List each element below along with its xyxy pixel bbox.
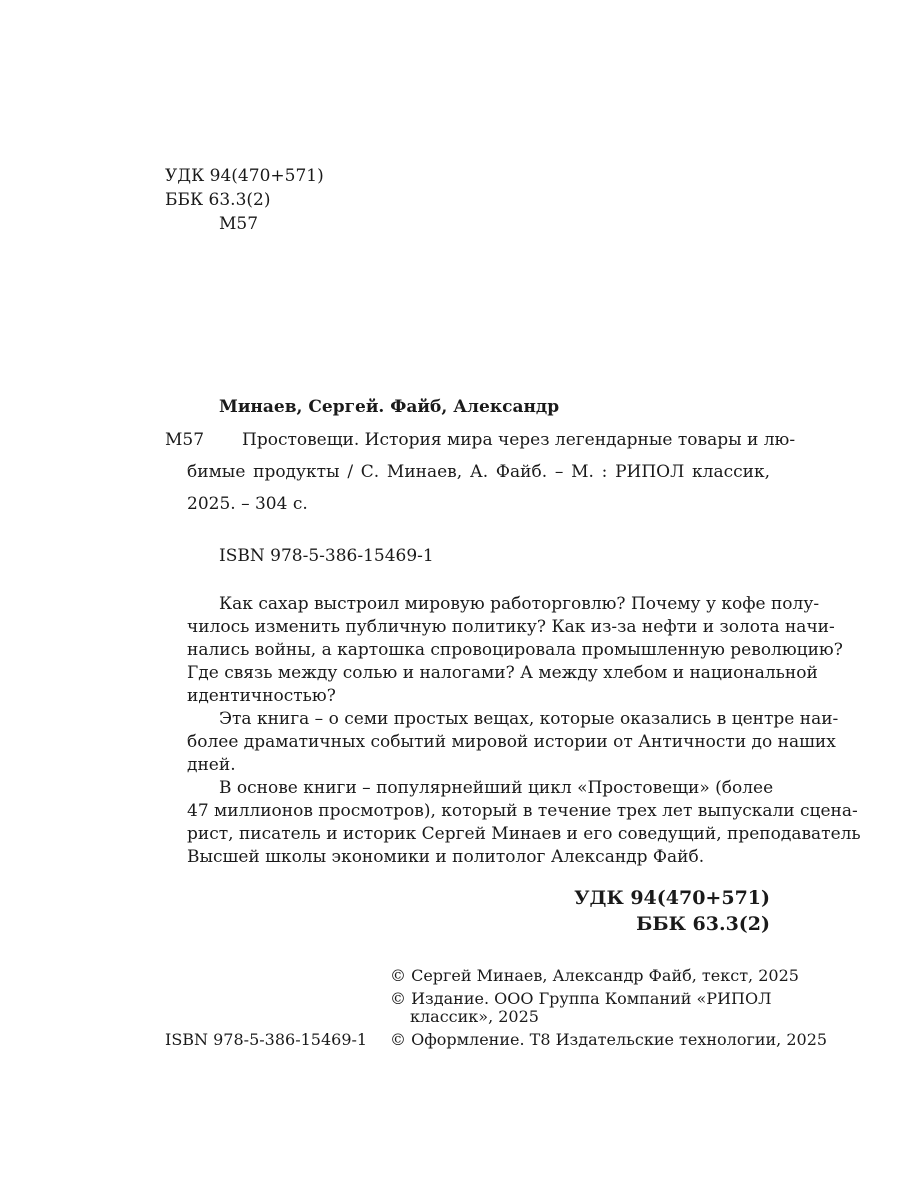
annotation-p2-line-3: дней.: [187, 755, 236, 775]
annotation-p1-line-1: Как сахар выстроил мировую работорговлю? Почему у кофе полу-: [219, 594, 820, 614]
copyright-design: © Оформление. Т8 Издательские технологии, 2025: [390, 1030, 828, 1049]
record-line-1: Простовещи. История мира через легендарные товары и лю-: [242, 430, 796, 450]
record-author: Минаев, Сергей. Файб, Александр: [219, 397, 560, 417]
classification-udk: УДК 94(470+571): [574, 887, 770, 909]
annotation-p1-line-3: нались войны, а картошка спровоцировала промышленную революцию?: [187, 640, 843, 660]
header-code: М57: [219, 214, 259, 234]
header-udk: УДК 94(470+571): [165, 166, 324, 186]
annotation-p3-line-4: Высшей школы экономики и политолог Александр Файб.: [187, 847, 705, 867]
annotation-p2-line-1: Эта книга – о семи простых вещах, которые оказались в центре наи-: [219, 709, 839, 729]
annotation-p2-line-2: более драматичных событий мировой истории от Античности до наших: [187, 732, 836, 752]
record-isbn: ISBN 978-5-386-15469-1: [219, 546, 434, 566]
annotation-p1-line-2: чилось изменить публичную политику? Как из-за нефти и золота начи-: [187, 617, 835, 637]
header-bbk: ББК 63.3(2): [165, 190, 271, 210]
copyright-edition: © Издание. ООО Группа Компаний «РИПОЛ: [390, 989, 772, 1008]
annotation-p3-line-1: В основе книги – популярнейший цикл «Простовещи» (более: [219, 778, 774, 798]
annotation-p1-line-5: идентичностью?: [187, 686, 336, 706]
copyright-edition-cont: классик», 2025: [410, 1007, 539, 1026]
annotation-p3-line-3: рист, писатель и историк Сергей Минаев и его соведущий, преподаватель: [187, 824, 861, 844]
annotation-p3-line-2: 47 миллионов просмотров), который в течение трех лет выпускали сцена-: [187, 801, 858, 821]
record-line-3: 2025. – 304 с.: [187, 494, 308, 514]
classification-bbk: ББК 63.3(2): [636, 913, 770, 935]
copyright-text: © Сергей Минаев, Александр Файб, текст, 2025: [390, 966, 799, 985]
record-line-2: бимые продукты / С. Минаев, А. Файб. – М. : РИПОЛ классик,: [187, 462, 770, 482]
footer-isbn: ISBN 978-5-386-15469-1: [165, 1030, 368, 1049]
annotation-p1-line-4: Где связь между солью и налогами? А между хлебом и национальной: [187, 663, 818, 683]
record-code: М57: [165, 430, 205, 450]
